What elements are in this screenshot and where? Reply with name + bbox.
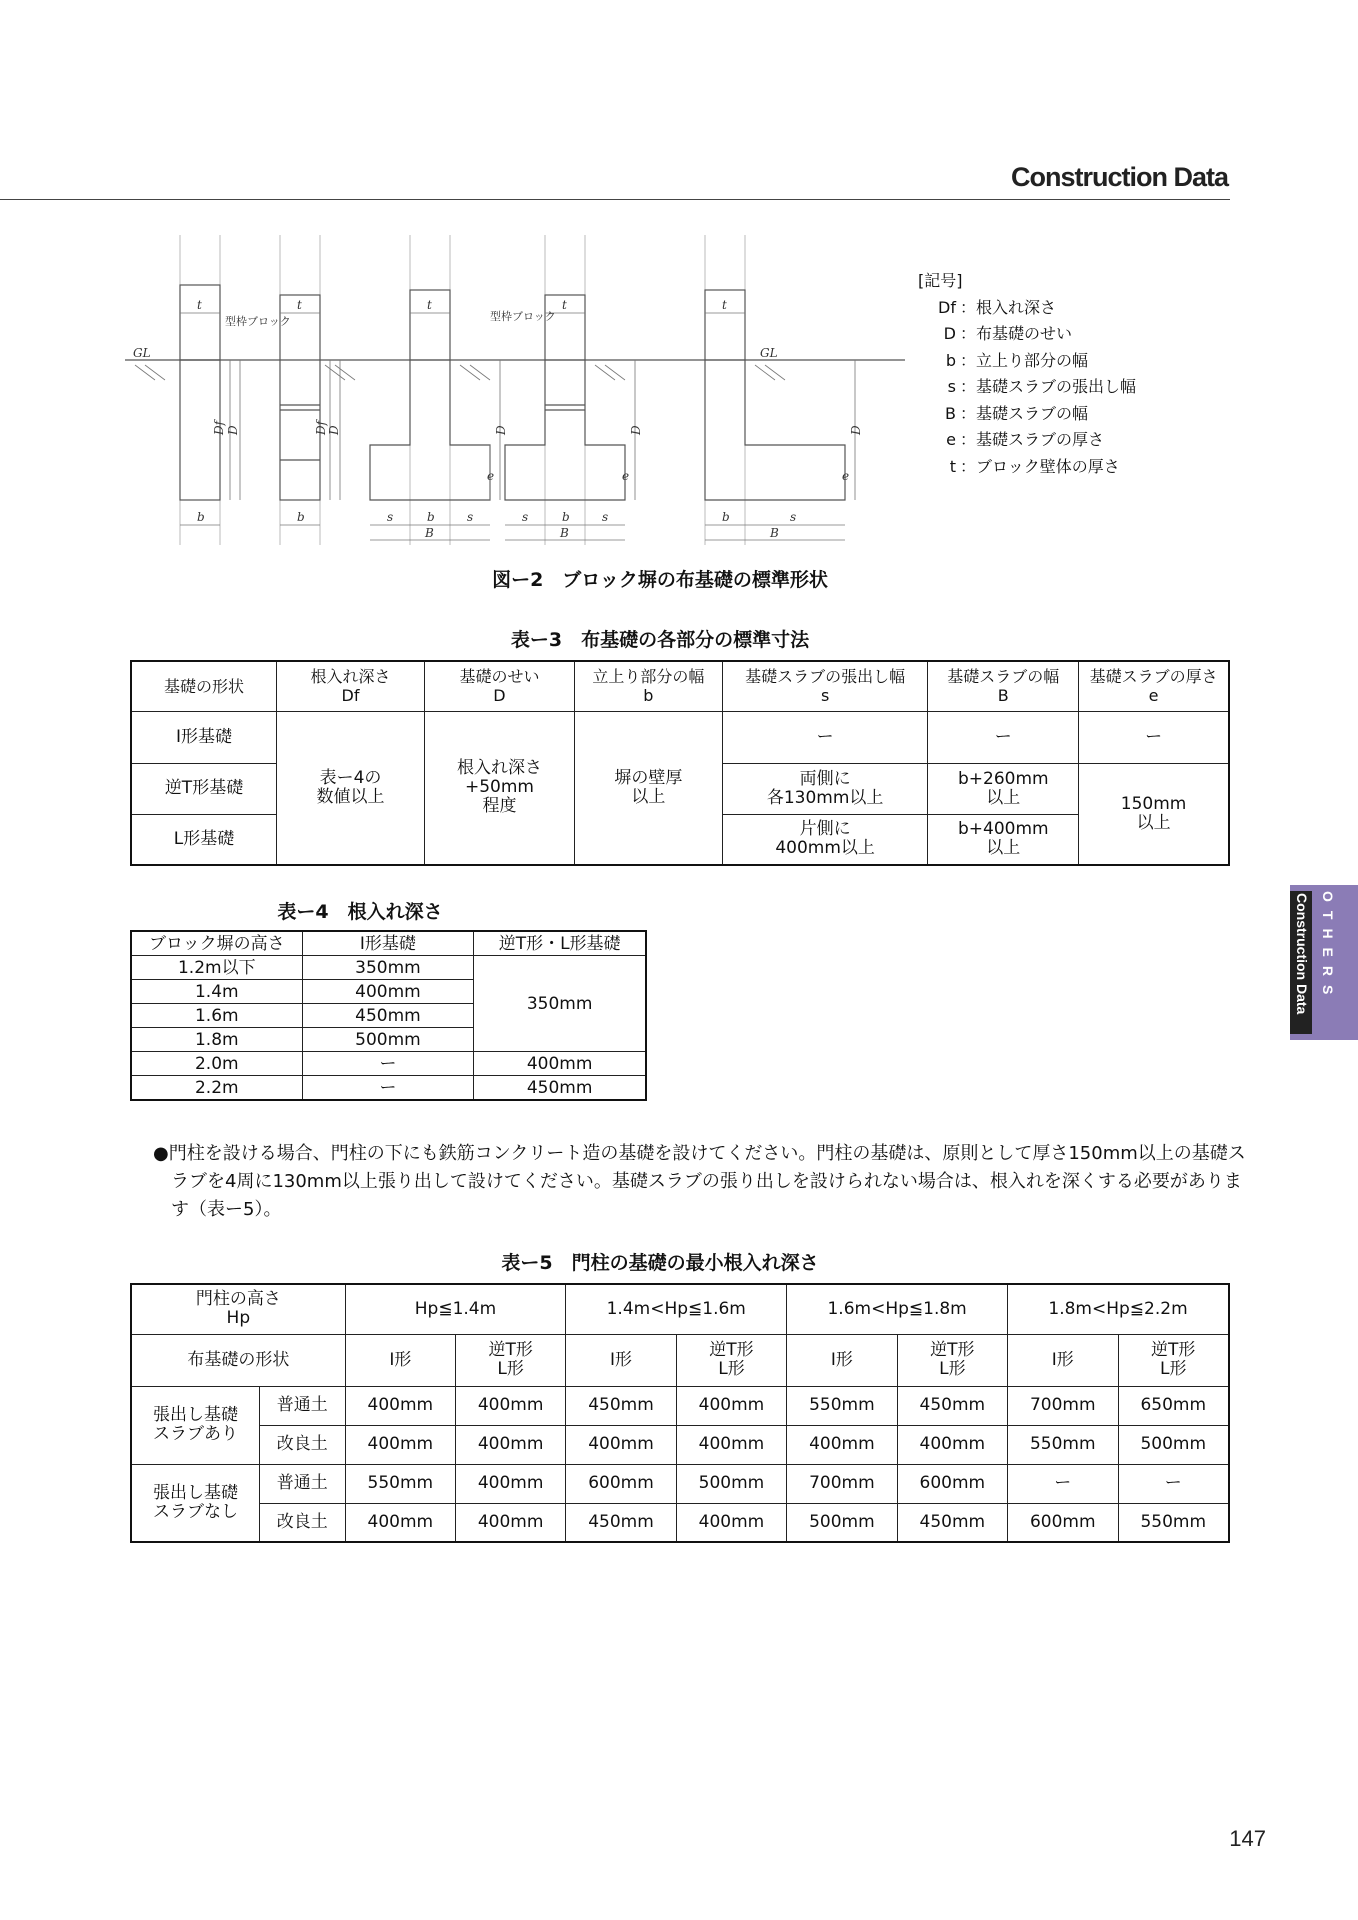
group-label: 張出し基礎 スラブなし [131, 1464, 259, 1542]
soil-cell: 普通土 [259, 1464, 345, 1503]
header-range-2: 1.4m<Hp≦1.6m [566, 1284, 787, 1334]
value-cell: 500mm [1118, 1425, 1229, 1464]
s-cell: 両側に 各130mm以上 [722, 763, 928, 814]
label-gl: GL [133, 346, 151, 360]
dim-s-4: s [602, 510, 609, 524]
table-row [131, 956, 646, 980]
header-i: I形 [1008, 1334, 1118, 1386]
dim-b-4: b [562, 510, 570, 524]
value-cell: 400mm [566, 1425, 676, 1464]
bb-cell: b+400mm 以上 [928, 814, 1079, 865]
value-cell: 700mm [1008, 1386, 1118, 1425]
legend-title: [記号] [918, 271, 963, 290]
soil-cell: 普通土 [259, 1386, 345, 1425]
header-s: 基礎スラブの張出し幅 s [722, 661, 928, 711]
dim-e-1: e [487, 469, 495, 483]
header-range-3: 1.6m<Hp≦1.8m [787, 1284, 1008, 1334]
dim-d-5: D [849, 425, 863, 435]
value-cell: 400mm [345, 1425, 455, 1464]
header-e: 基礎スラブの厚さ e [1079, 661, 1229, 711]
height-cell: 1.2m以下 [131, 956, 302, 980]
e-merged: 150mm 以上 [1079, 763, 1229, 865]
table-row [131, 1425, 1229, 1464]
value-cell: 400mm [455, 1503, 565, 1542]
value-cell: 400mm [345, 1503, 455, 1542]
dim-b-3: b [427, 510, 435, 524]
figure2-caption: 図ー2 ブロック塀の布基礎の標準形状 [492, 569, 828, 591]
header-title: Construction Data [1010, 162, 1228, 192]
symbol-legend [918, 268, 1136, 480]
dim-bb-2: B [560, 526, 569, 540]
dim-e-3: e [842, 469, 850, 483]
value-cell: 450mm [897, 1503, 1007, 1542]
shape-cell: 逆T形基礎 [131, 763, 277, 814]
shape-cell: L形基礎 [131, 814, 277, 865]
b-merged: 塀の壁厚 以上 [574, 711, 722, 865]
section-side-tab[interactable] [1290, 885, 1358, 1040]
header-d: 基礎のせい D [424, 661, 574, 711]
dim-t-5: t [722, 298, 727, 312]
gate-pillar-note: ●門柱を設ける場合、門柱の下にも鉄筋コンクリート造の基礎を設けてください。門柱の基礎は、原則として厚さ150mm以上の基礎スラブを4周に130mm以上張り出して設けてください。基礎スラブの張り出しを設けられない場合は、根入れを深くする必要があります（表ー5）。 [153, 1143, 1246, 1220]
table3 [130, 660, 1230, 866]
value-cell: 650mm [1118, 1386, 1229, 1425]
dim-t-3: t [427, 298, 432, 312]
value-cell: 600mm [566, 1464, 676, 1503]
header-bb: 基礎スラブの幅 B [928, 661, 1079, 711]
value-cell: 550mm [1118, 1503, 1229, 1542]
dim-df-2: Df [314, 420, 328, 435]
header-df: 根入れ深さ Df [277, 661, 425, 711]
side-tab-letters: OTHERS [1320, 891, 1336, 1004]
dim-s-5: s [790, 510, 797, 524]
header-height: 門柱の高さ Hp [131, 1284, 345, 1334]
header-b: 立上り部分の幅 b [574, 661, 722, 711]
value-cell: 400mm [676, 1386, 786, 1425]
dim-d-2: D [327, 425, 341, 435]
side-tab-label: Construction Data [1290, 891, 1312, 1034]
value-cell: 700mm [787, 1464, 897, 1503]
table4-caption: 表ー4 根入れ深さ [277, 901, 443, 923]
t-merged: 350mm [474, 956, 646, 1052]
value-cell: ー [1118, 1464, 1229, 1503]
header-shape: 布基礎の形状 [131, 1334, 345, 1386]
value-cell: 400mm [455, 1464, 565, 1503]
dim-t-4: t [562, 298, 567, 312]
height-cell: 1.8m [131, 1028, 302, 1052]
label-formwork-block-1: 型枠ブロック [225, 315, 291, 328]
table-header-row [131, 1284, 1229, 1334]
height-cell: 1.6m [131, 1004, 302, 1028]
value-cell: 550mm [787, 1386, 897, 1425]
value-cell: 450mm [897, 1386, 1007, 1425]
table3-caption: 表ー3 布基礎の各部分の標準寸法 [510, 629, 810, 651]
header-i: I形 [566, 1334, 676, 1386]
header-range-4: 1.8m<Hp≦2.2m [1008, 1284, 1229, 1334]
i-cell: 350mm [302, 956, 474, 980]
value-cell: 500mm [787, 1503, 897, 1542]
header-shape: 基礎の形状 [131, 661, 277, 711]
dim-bb-1: B [425, 526, 434, 540]
label-formwork-block-2: 型枠ブロック [490, 310, 556, 323]
table-row [131, 711, 1229, 763]
table-row [131, 1464, 1229, 1503]
legend-item: B ： 基礎スラブの幅 [945, 403, 1089, 423]
table-row [131, 1386, 1229, 1425]
label-gl-2: GL [760, 346, 778, 360]
dim-s-1: s [387, 510, 394, 524]
value-cell: 400mm [455, 1425, 565, 1464]
i-cell: 450mm [302, 1004, 474, 1028]
value-cell: 550mm [345, 1464, 455, 1503]
header-tl: 逆T形 L形 [676, 1334, 786, 1386]
page-number: 147 [1229, 1826, 1266, 1851]
df-merged: 表ー4の 数値以上 [277, 711, 425, 865]
legend-item: Df ： 根入れ深さ [938, 297, 1057, 317]
value-cell: 400mm [676, 1425, 786, 1464]
table-header-row [131, 1334, 1229, 1386]
table-row [131, 1052, 646, 1076]
table5-caption: 表ー5 門柱の基礎の最小根入れ深さ [501, 1252, 819, 1274]
dim-s-2: s [467, 510, 474, 524]
dim-t-2: t [297, 298, 302, 312]
header-i: I形 [345, 1334, 455, 1386]
soil-cell: 改良土 [259, 1503, 345, 1542]
legend-item: s ： 基礎スラブの張出し幅 [947, 377, 1137, 396]
table-header-row [131, 661, 1229, 711]
header-range-1: Hp≦1.4m [345, 1284, 566, 1334]
s-cell: 片側に 400mm以上 [722, 814, 928, 865]
bb-cell: b+260mm 以上 [928, 763, 1079, 814]
height-cell: 1.4m [131, 980, 302, 1004]
header-i: I形基礎 [302, 931, 474, 956]
value-cell: 600mm [1008, 1503, 1118, 1542]
height-cell: 2.0m [131, 1052, 302, 1076]
bb-cell: ー [928, 711, 1079, 763]
dim-e-2: e [622, 469, 630, 483]
value-cell: 400mm [455, 1386, 565, 1425]
dim-d-1: D [226, 425, 240, 435]
dim-t-1: t [197, 298, 202, 312]
value-cell: 450mm [566, 1386, 676, 1425]
e-cell: ー [1079, 711, 1229, 763]
dim-d-4: D [629, 425, 643, 435]
value-cell: 400mm [676, 1503, 786, 1542]
header-tl: 逆T形 L形 [455, 1334, 565, 1386]
i-cell: 500mm [302, 1028, 474, 1052]
shape-cell: I形基礎 [131, 711, 277, 763]
legend-item: D ： 布基礎のせい [943, 324, 1073, 343]
t-cell: 450mm [474, 1076, 646, 1101]
i-cell: ー [302, 1076, 474, 1101]
dim-df-1: Df [212, 420, 226, 435]
value-cell: ー [1008, 1464, 1118, 1503]
foundation-diagram [125, 235, 905, 555]
value-cell: 600mm [897, 1464, 1007, 1503]
header-t: 逆T形・L形基礎 [474, 931, 646, 956]
value-cell: 450mm [566, 1503, 676, 1542]
header-i: I形 [787, 1334, 897, 1386]
i-cell: ー [302, 1052, 474, 1076]
dim-b-1: b [197, 510, 205, 524]
value-cell: 400mm [897, 1425, 1007, 1464]
height-cell: 2.2m [131, 1076, 302, 1101]
value-cell: 500mm [676, 1464, 786, 1503]
dim-b-2: b [297, 510, 305, 524]
value-cell: 400mm [345, 1386, 455, 1425]
legend-item: t ： ブロック壁体の厚さ [949, 456, 1120, 476]
legend-item: e ： 基礎スラブの厚さ [946, 430, 1105, 449]
dim-b-5: b [722, 510, 730, 524]
group-label: 張出し基礎 スラブあり [131, 1386, 259, 1464]
dim-s-3: s [522, 510, 529, 524]
s-cell: ー [722, 711, 928, 763]
table4 [130, 930, 647, 1101]
value-cell: 550mm [1008, 1425, 1118, 1464]
table-row [131, 1076, 646, 1101]
dim-d-3: D [494, 425, 508, 435]
t-cell: 400mm [474, 1052, 646, 1076]
header-height: ブロック塀の高さ [131, 931, 302, 956]
header-tl: 逆T形 L形 [897, 1334, 1007, 1386]
legend-item: b ： 立上り部分の幅 [945, 350, 1089, 370]
table-row [131, 1503, 1229, 1542]
header-rule [0, 199, 1230, 200]
header-tl: 逆T形 L形 [1118, 1334, 1229, 1386]
i-cell: 400mm [302, 980, 474, 1004]
table5 [130, 1283, 1230, 1543]
table-header-row [131, 931, 646, 956]
d-merged: 根入れ深さ +50mm 程度 [424, 711, 574, 865]
soil-cell: 改良土 [259, 1425, 345, 1464]
dim-bb-3: B [770, 526, 779, 540]
value-cell: 400mm [787, 1425, 897, 1464]
